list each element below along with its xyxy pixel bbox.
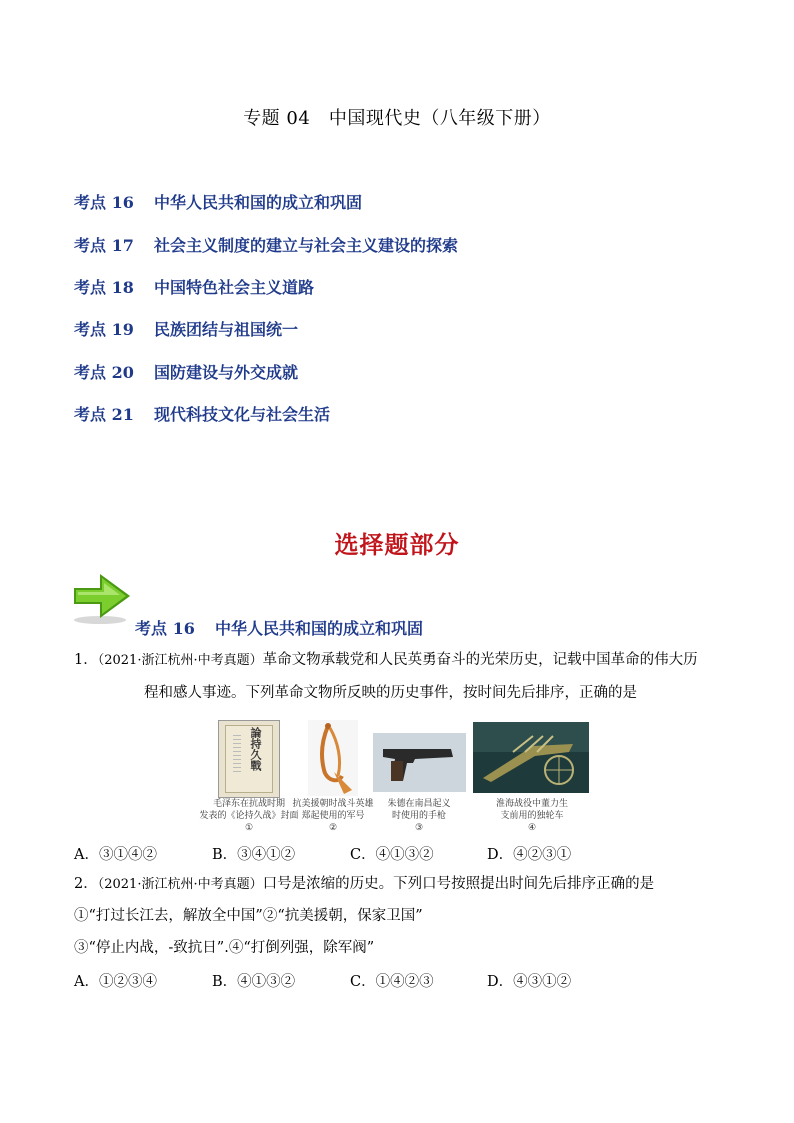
option-a[interactable]: A．①②③④ (74, 974, 157, 990)
kaodian-number: 考点 20 (74, 363, 134, 382)
caption-number: ③ (414, 823, 424, 833)
page-title: 专题 04 中国现代史（八年级下册） (243, 108, 551, 129)
option-b[interactable]: B．④①③② (212, 974, 296, 990)
kaodian-item (74, 190, 362, 213)
caption-line: 朱德在南昌起义 (387, 799, 451, 809)
question-source: （2021·浙江杭州·中考真题） (97, 877, 263, 892)
caption-line: 毛泽东在抗战时期 (212, 799, 285, 809)
kaodian-number: 考点 18 (74, 278, 134, 297)
image-caption-3 (376, 798, 462, 834)
question-stem: 口号是浓缩的历史。下列口号按照提出时间先后排序正确的是 (262, 876, 655, 892)
kaodian-text: 民族团结与祖国统一 (154, 320, 299, 339)
kaodian-number: 考点 19 (74, 320, 134, 339)
question-number: 2． (74, 876, 98, 892)
book-cover-image (218, 720, 280, 798)
caption-line: 淮海战役中董力生 (495, 799, 568, 809)
caption-number: ① (244, 823, 254, 833)
question-2-line-2: ①“打过长江去，解放全中国”②“抗美援朝，保家卫国” (74, 908, 423, 924)
caption-number: ④ (527, 823, 537, 833)
bugle-image (308, 720, 358, 796)
option-b[interactable]: B．③④①② (212, 847, 296, 863)
pistol-image (373, 733, 466, 792)
question-1-line-1 (74, 648, 698, 673)
question-2-line-1 (74, 872, 654, 897)
sub-heading (135, 616, 423, 639)
option-a[interactable]: A．③①④② (74, 847, 157, 863)
kaodian-text: 中华人民共和国的成立和巩固 (154, 193, 363, 212)
kaodian-text: 现代科技文化与社会生活 (154, 405, 331, 424)
option-c[interactable]: C．①④②③ (350, 974, 434, 990)
question-1-line-2: 程和感人事迹。下列革命文物所反映的历史事件，按时间先后排序，正确的是 (144, 685, 637, 701)
sub-heading-text: 中华人民共和国的成立和巩固 (215, 619, 424, 638)
kaodian-text: 国防建设与外交成就 (154, 363, 299, 382)
image-caption-4 (484, 798, 580, 834)
caption-line: 发表的《论持久战》封面 (199, 811, 299, 821)
question-source: （2021·浙江杭州·中考真题） (97, 653, 263, 668)
question-number: 1． (74, 652, 98, 668)
image-caption-2 (290, 798, 376, 834)
caption-number: ② (328, 823, 338, 833)
kaodian-number: 考点 21 (74, 405, 134, 424)
kaodian-item (74, 275, 314, 298)
kaodian-text: 中国特色社会主义道路 (154, 278, 315, 297)
kaodian-item (74, 233, 458, 256)
option-c[interactable]: C．④①③② (350, 847, 434, 863)
image-caption-1 (196, 798, 302, 834)
caption-line: 支前用的独轮车 (500, 811, 564, 821)
sub-heading-number: 考点 16 (135, 619, 195, 638)
kaodian-text: 社会主义制度的建立与社会主义建设的探索 (154, 236, 459, 255)
section-title: 选择题部分 (334, 530, 460, 559)
question-stem: 革命文物承载党和人民英勇奋斗的光荣历史，记载中国革命的伟大历 (262, 652, 698, 668)
kaodian-item (74, 317, 298, 340)
option-d[interactable]: D．④③①② (487, 974, 572, 990)
question-2-line-3: ③“停止内战，-致抗日”.④“打倒列强，除军阀” (74, 940, 375, 956)
caption-line: 郑起使用的军号 (301, 811, 365, 821)
book-cover-title: 論持久戰 (249, 727, 262, 771)
kaodian-number: 考点 17 (74, 236, 134, 255)
kaodian-item (74, 402, 330, 425)
kaodian-item (74, 360, 298, 383)
caption-line: 时使用的手枪 (391, 811, 446, 821)
wheelbarrow-image (473, 722, 589, 793)
option-d[interactable]: D．④②③① (487, 847, 572, 863)
arrow-icon (70, 570, 134, 626)
caption-line: 抗美援朝时战斗英雄 (292, 799, 374, 809)
kaodian-number: 考点 16 (74, 193, 134, 212)
